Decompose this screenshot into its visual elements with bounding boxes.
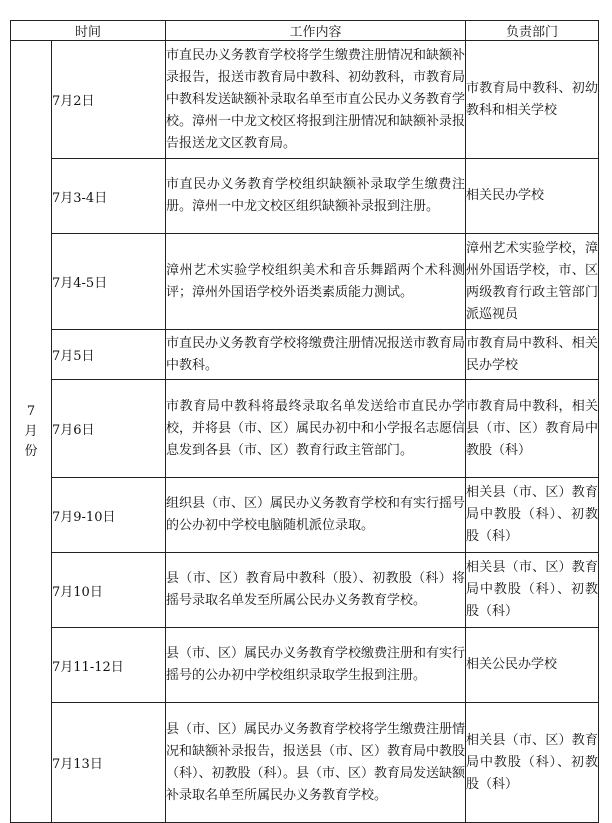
work-cell: 县（市、区）属民办义务教育学校缴费注册和有实行摇号的公办初中学校组织录取学生报到注册。 <box>166 628 466 703</box>
schedule-table <box>10 20 599 823</box>
dept-cell: 市教育局中教科，相关县（市、区）教育局中教股（科） <box>466 380 599 478</box>
work-cell: 漳州艺术实验学校组织美术和音乐舞蹈两个术科测评；漳州外国语学校外语类素质能力测试。 <box>166 234 466 330</box>
date-cell: 7月5日 <box>52 330 166 380</box>
dept-cell: 相关民办学校 <box>466 159 599 234</box>
month-label: 7月份 <box>24 403 38 459</box>
table-row <box>11 159 599 234</box>
table-row <box>11 380 599 478</box>
dept-cell: 相关县（市、区）教育局中教股（科）、初教股（科） <box>466 478 599 553</box>
dept-cell: 相关公民办学校 <box>466 628 599 703</box>
work-cell: 县（市、区）属民办义务教育学校将学生缴费注册情况和缺额补录报告，报送县（市、区）教育局中教股（科）、初教股（科）。县（市、区）教育局发送缺额补录取名单至所属民办义务教育学校。 <box>166 703 466 823</box>
work-cell: 市教育局中教科将最终录取名单发送给市直民办学校，并将县（市、区）属民办初中和小学报名志愿信息发到各县（市、区）教育行政主管部门。 <box>166 380 466 478</box>
table-row <box>11 41 599 159</box>
table-row <box>11 330 599 380</box>
date-cell: 7月11-12日 <box>52 628 166 703</box>
header-work: 工作内容 <box>166 21 466 41</box>
table-row <box>11 478 599 553</box>
work-cell: 市直民办义务教育学校将缴费注册情况报送市教育局中教科。 <box>166 330 466 380</box>
date-cell: 7月2日 <box>52 41 166 159</box>
header-time: 时间 <box>11 21 166 41</box>
work-cell: 市直民办义务教育学校组织缺额补录取学生缴费注册。漳州一中龙文校区组织缺额补录报到注册。 <box>166 159 466 234</box>
dept-cell: 市教育局中教科、相关民办学校 <box>466 330 599 380</box>
dept-cell: 相关县（市、区）教育局中教股（科）、初教股（科） <box>466 703 599 823</box>
table-header-row <box>11 21 599 41</box>
table-row <box>11 553 599 628</box>
date-cell: 7月4-5日 <box>52 234 166 330</box>
schedule-page <box>10 20 598 823</box>
work-cell: 组织县（市、区）属民办义务教育学校和有实行摇号的公办初中学校电脑随机派位录取。 <box>166 478 466 553</box>
month-cell <box>11 41 52 823</box>
date-cell: 7月6日 <box>52 380 166 478</box>
table-row <box>11 628 599 703</box>
work-cell: 市直民办义务教育学校将学生缴费注册情况和缺额补录报告，报送市教育局中教科、初幼教科，市教育局中教科发送缺额补录取名单至市直公民办义务教育学校。漳州一中龙文校区将报到注册情况和缺额补录报告报送龙文区教育局。 <box>166 41 466 159</box>
dept-cell: 漳州艺术实验学校，漳州外国语学校，市、区两级教育行政主管部门派巡视员 <box>466 234 599 330</box>
table-row <box>11 234 599 330</box>
table-row <box>11 703 599 823</box>
date-cell: 7月10日 <box>52 553 166 628</box>
header-dept: 负责部门 <box>466 21 599 41</box>
dept-cell: 市教育局中教科、初幼教科和相关学校 <box>466 41 599 159</box>
dept-cell: 相关县（市、区）教育局中教股（科）、初教股（科） <box>466 553 599 628</box>
work-cell: 县（市、区）教育局中教科（股）、初教股（科）将摇号录取名单发至所属公民办义务教育学校。 <box>166 553 466 628</box>
date-cell: 7月3-4日 <box>52 159 166 234</box>
date-cell: 7月9-10日 <box>52 478 166 553</box>
date-cell: 7月13日 <box>52 703 166 823</box>
